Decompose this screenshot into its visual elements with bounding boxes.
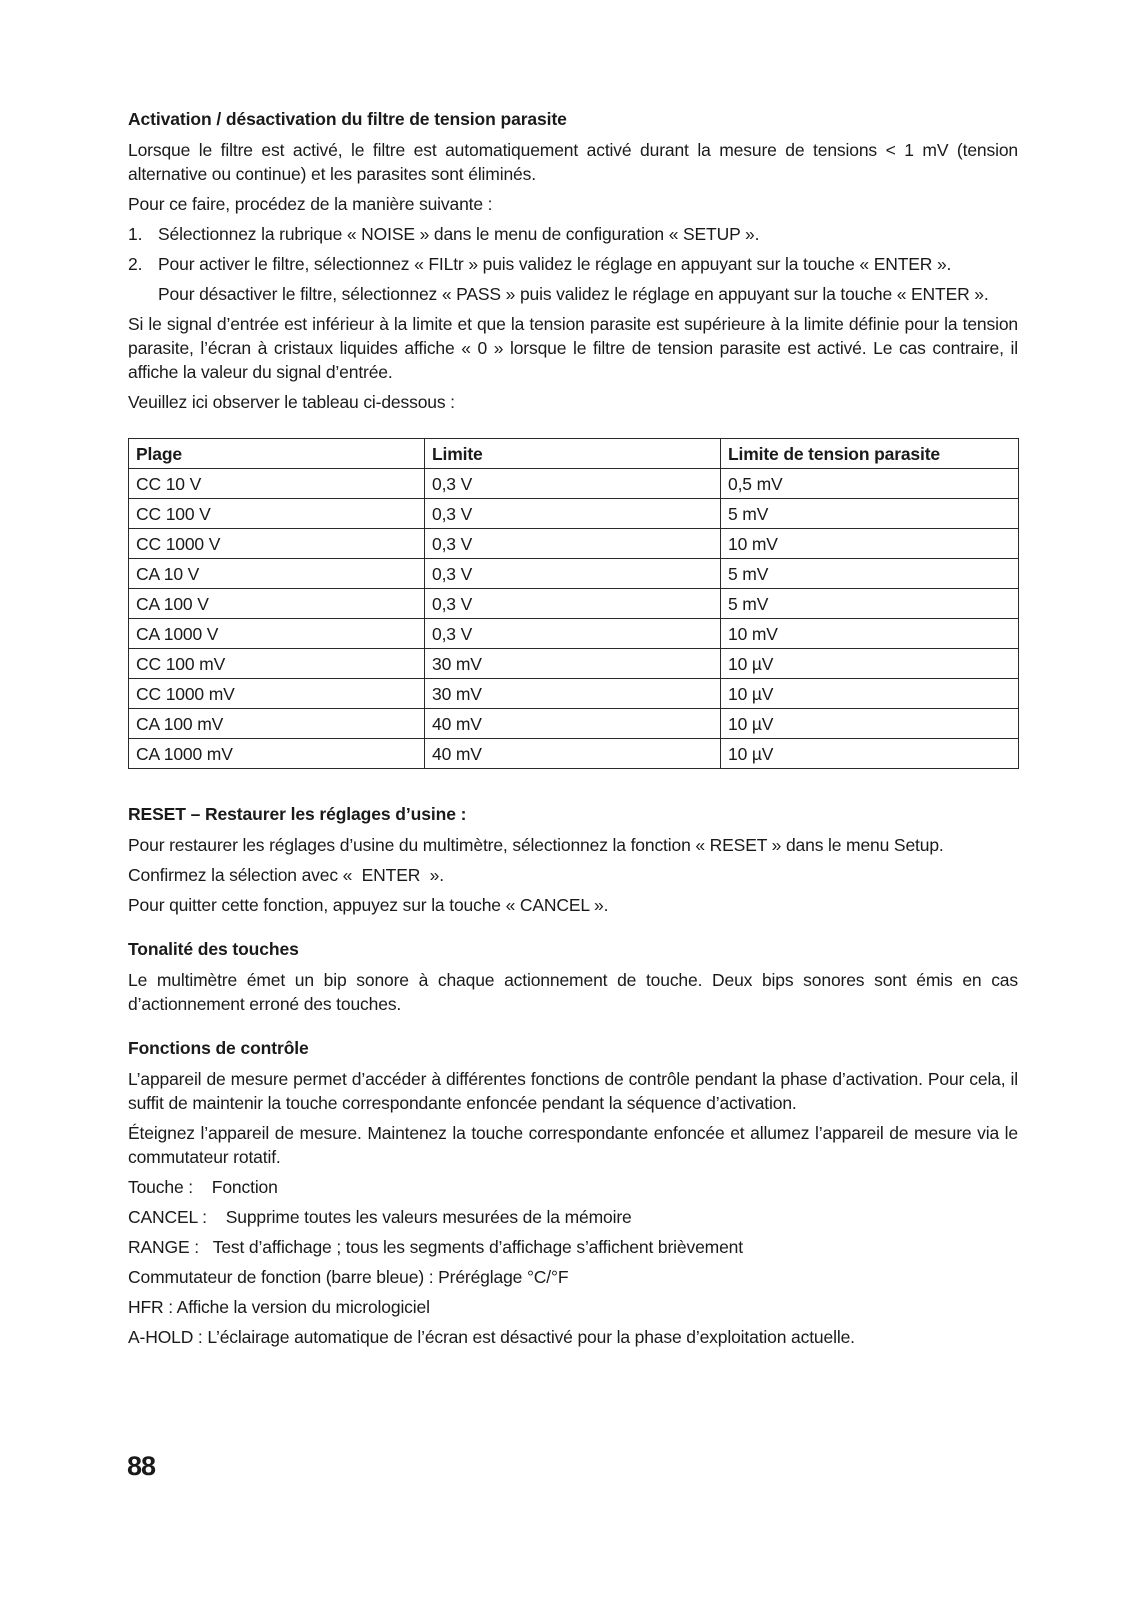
section-heading: Fonctions de contrôle [128,1038,309,1058]
page-number: 88 [127,1451,156,1481]
table-row [129,619,1019,649]
table-cell: 10 mV [721,619,1019,649]
table-cell: CA 100 mV [129,709,425,739]
paragraph: Le multimètre émet un bip sonore à chaque actionnement de touche. Deux bips sonores sont émis en cas d’actionnement erroné des touches. [128,970,1018,1014]
table-cell: CA 1000 V [129,619,425,649]
table-cell: 5 mV [721,559,1019,589]
table-cell: 0,3 V [425,589,721,619]
list-text: Pour activer le filtre, sélectionnez « FILtr » puis validez le réglage en appuyant sur la touche « ENTER ». [158,254,952,274]
table-cell: 30 mV [425,679,721,709]
table-cell: 0,3 V [425,619,721,649]
paragraph: Éteignez l’appareil de mesure. Maintenez la touche correspondante enfoncée et allumez l’appareil de mesure via le commutateur rotatif. [128,1123,1018,1167]
function-line: CANCEL : Supprime toutes les valeurs mesurées de la mémoire [128,1207,632,1227]
table-cell: 30 mV [425,649,721,679]
table-cell: 5 mV [721,589,1019,619]
noise-limit-table [128,438,1019,769]
paragraph: Veuillez ici observer le tableau ci-dessous : [128,392,455,412]
function-line: Commutateur de fonction (barre bleue) : Préréglage °C/°F [128,1267,569,1287]
table-cell: 10 µV [721,709,1019,739]
column-header: Limite de tension parasite [721,439,1019,469]
paragraph: Pour ce faire, procédez de la manière suivante : [128,194,493,214]
table-row [129,469,1019,499]
numbered-list [128,222,1018,306]
table-cell: 0,3 V [425,529,721,559]
table-cell: 10 µV [721,649,1019,679]
table-cell: 5 mV [721,499,1019,529]
section-reset [128,802,1018,917]
section-control-functions [128,1036,1018,1349]
page-content [128,107,1018,1355]
table-cell: 0,5 mV [721,469,1019,499]
paragraph: Pour quitter cette fonction, appuyez sur la touche « CANCEL ». [128,895,609,915]
function-line: A-HOLD : L’éclairage automatique de l’écran est désactivé pour la phase d’exploitation actuelle. [128,1327,855,1347]
list-text: Sélectionnez la rubrique « NOISE » dans le menu de configuration « SETUP ». [158,224,760,244]
table-cell: CC 1000 V [129,529,425,559]
table-row [129,709,1019,739]
table-cell: CA 100 V [129,589,425,619]
table-cell: 0,3 V [425,469,721,499]
column-header: Plage [129,439,425,469]
table-cell: 0,3 V [425,559,721,589]
section-key-tone [128,937,1018,1016]
table-row [129,739,1019,769]
list-number: 1. [128,224,143,244]
table-header-row [129,439,1019,469]
table-cell: CC 100 V [129,499,425,529]
table-row [129,679,1019,709]
table-cell: CC 100 mV [129,649,425,679]
table-cell: 10 µV [721,679,1019,709]
paragraph: L’appareil de mesure permet d’accéder à différentes fonctions de contrôle pendant la phase d’activation. Pour cela, il suffit de maintenir la touche correspondante enfoncée pendant la séquence d’activation. [128,1069,1018,1113]
table-row [129,529,1019,559]
paragraph: Si le signal d’entrée est inférieur à la limite et que la tension parasite est supérieure à la limite définie pour la tension parasite, l’écran à cristaux liquides affiche « 0 » lorsque le filtre de tension parasite est activé. Le cas contraire, il affiche la valeur du signal d’entrée. [128,314,1018,382]
list-item-continuation [128,282,1018,306]
list-item [128,252,1018,276]
table-cell: CC 10 V [129,469,425,499]
table-row [129,499,1019,529]
table-cell: CC 1000 mV [129,679,425,709]
function-line: Touche : Fonction [128,1177,278,1197]
section-heading: Activation / désactivation du filtre de tension parasite [128,109,567,129]
section-noise-filter [128,107,1018,414]
table-cell: 40 mV [425,709,721,739]
table-cell: 10 µV [721,739,1019,769]
table-row [129,589,1019,619]
table-cell: CA 10 V [129,559,425,589]
paragraph: Pour restaurer les réglages d’usine du multimètre, sélectionnez la fonction « RESET » dans le menu Setup. [128,835,944,855]
table-cell: 10 mV [721,529,1019,559]
table-cell: 40 mV [425,739,721,769]
section-heading: RESET – Restaurer les réglages d’usine : [128,804,467,824]
table-row [129,649,1019,679]
table-cell: 0,3 V [425,499,721,529]
paragraph: Confirmez la sélection avec « ENTER ». [128,865,444,885]
table-cell: CA 1000 mV [129,739,425,769]
list-number: 2. [128,254,143,274]
column-header: Limite [425,439,721,469]
function-line: RANGE : Test d’affichage ; tous les segments d’affichage s’affichent brièvement [128,1237,743,1257]
section-heading: Tonalité des touches [128,939,299,959]
table-row [129,559,1019,589]
function-line: HFR : Affiche la version du micrologiciel [128,1297,430,1317]
list-item [128,222,1018,246]
list-text: Pour désactiver le filtre, sélectionnez « PASS » puis validez le réglage en appuyant sur la touche « ENTER ». [158,284,989,304]
paragraph: Lorsque le filtre est activé, le filtre est automatiquement activé durant la mesure de tensions < 1 mV (tension alternative ou continue) et les parasites sont éliminés. [128,140,1018,184]
